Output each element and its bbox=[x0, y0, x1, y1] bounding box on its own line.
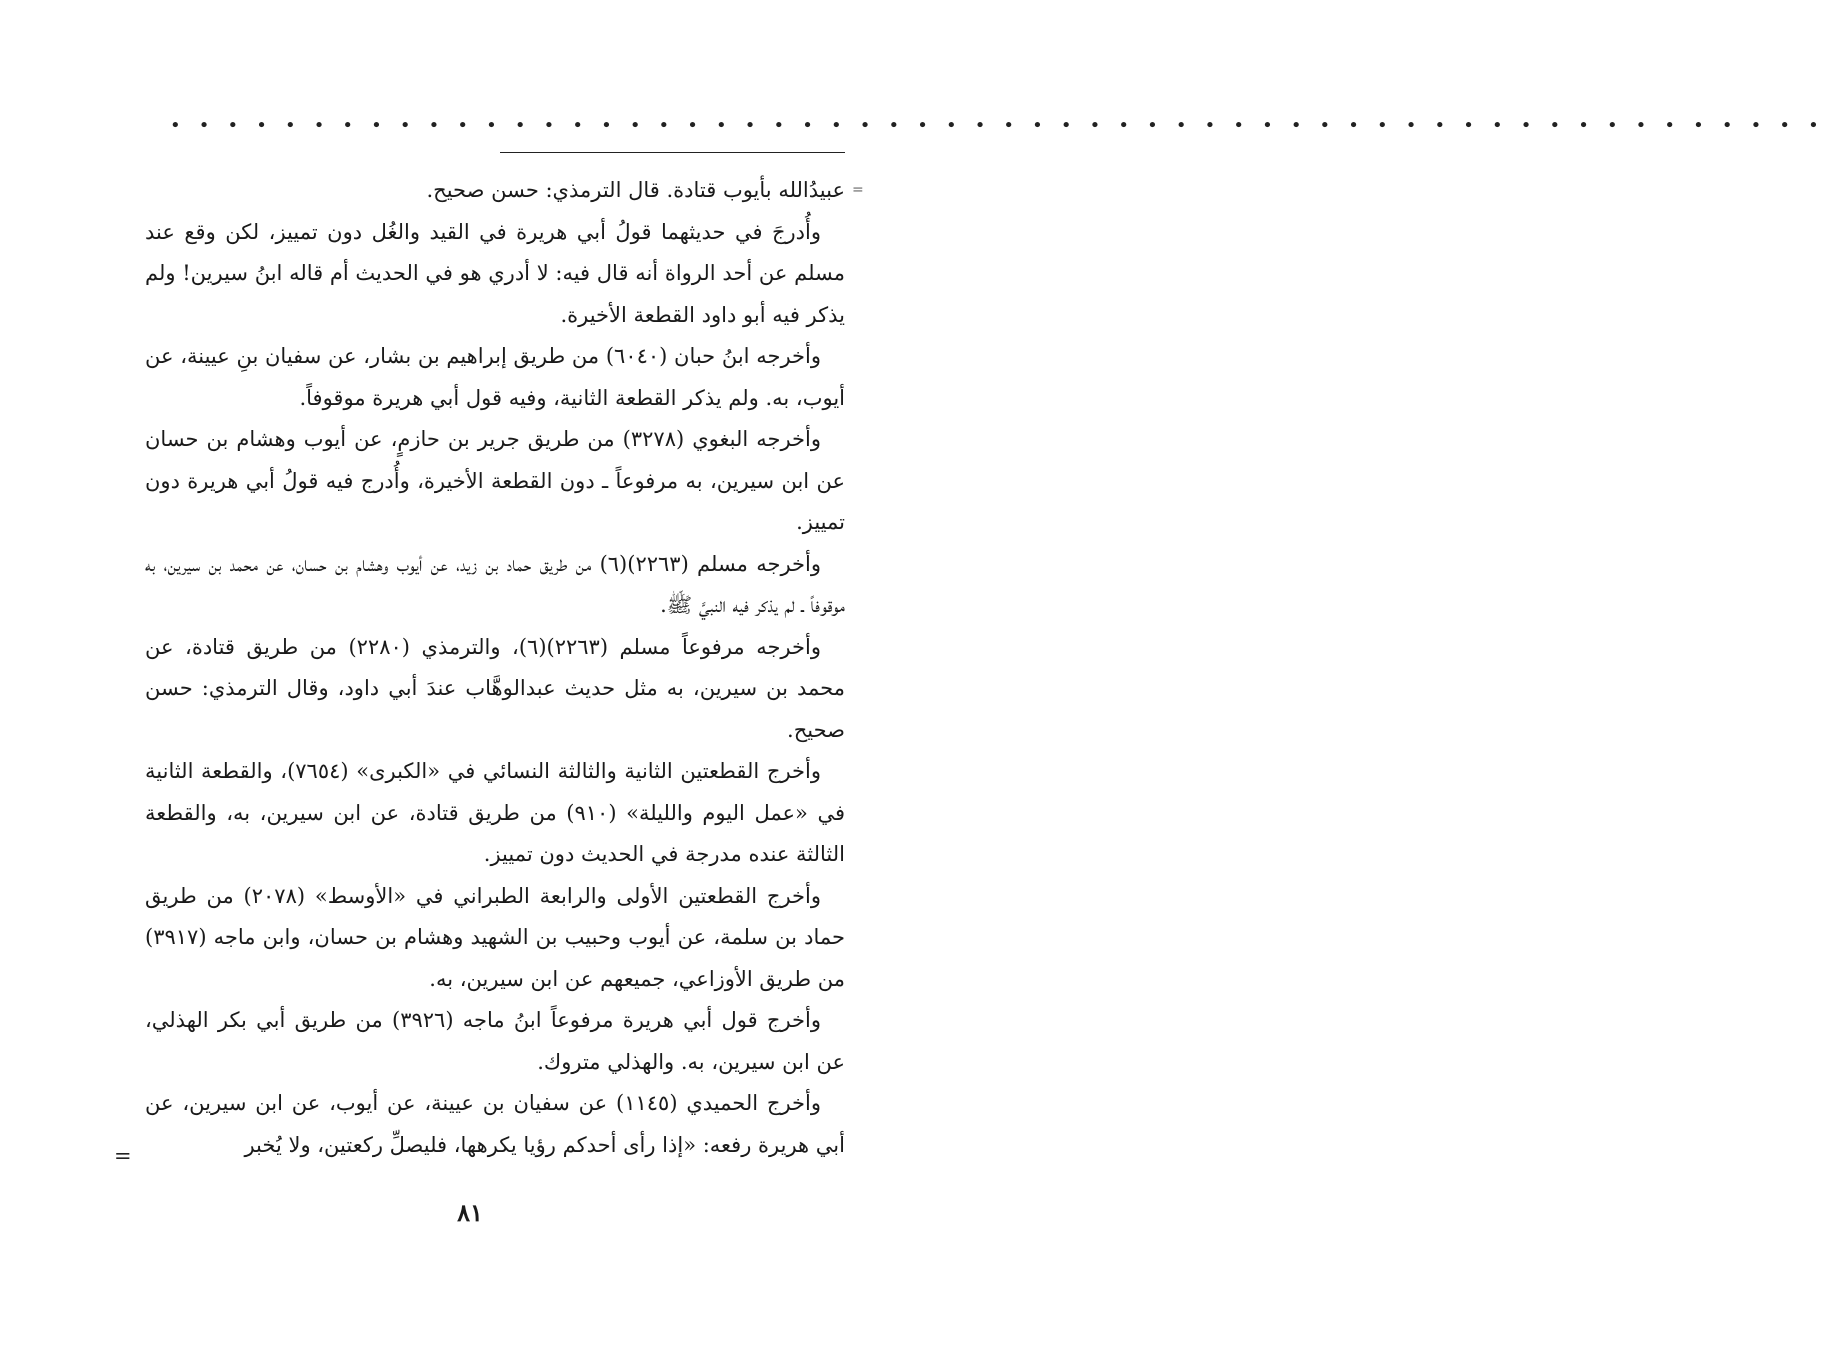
footnote-rule bbox=[500, 152, 845, 153]
paragraph-1: عبيدُالله بأيوب قتادة. قال الترمذي: حسن صحيح. bbox=[426, 178, 845, 202]
paragraph-7: وأخرج القطعتين الثانية والثالثة النسائي في «الكبرى» (٧٦٥٤)، والقطعة الثانية في «عمل اليوم والليلة» (٩١٠) من طريق قتادة، عن ابن سيرين، به، والقطعة الثالثة عنده مدرجة في الحديث دون تمييز. bbox=[145, 759, 845, 866]
page-number: ٨١ bbox=[457, 1198, 483, 1227]
paragraph-8: وأخرج القطعتين الأولى والرابعة الطبراني في «الأوسط» (٢٠٧٨) من طريق حماد بن سلمة، عن أيوب وحبيب بن الشهيد وهشام بن حسان، وابن ماجه (٣٩١٧) من طريق الأوزاعي، جميعهم عن ابن سيرين، به. bbox=[145, 883, 845, 991]
paragraph-4: وأخرجه البغوي (٣٢٧٨) من طريق جرير بن حازمٍ، عن أيوب وهشام بن حسان عن ابن سيرين، به مرفوعاً ـ دون القطعة الأخيرة، وأُدرج فيه قولُ أبي هريرة دون تمييز. bbox=[145, 427, 845, 534]
paragraph-2: وأُدرجَ في حديثهما قولُ أبي هريرة في القيد والغُل دون تمييز، لكن وقع عند مسلم عن أحد الرواة أنه قال فيه: لا أدري هو في الحديث أم قاله ابنُ سيرين! ولم يذكر فيه أبو داود القطعة الأخيرة. bbox=[145, 219, 845, 327]
separator-dots: • • • • • • • • • • • • • • • • • • • • • • • • • • • • • • • • • • • • • • • • • • • • • • • • • • • • • • • • • • bbox=[170, 115, 1825, 136]
continuation-mark-bottom: = bbox=[114, 1144, 132, 1168]
paragraph-3: وأخرجه ابنُ حبان (٦٠٤٠) من طريق إبراهيم بن بشار، عن سفيان بنِ عيينة، عن أيوب، به. ولم يذكر القطعة الثانية، وفيه قول أبي هريرة موقوفاً. bbox=[145, 344, 845, 410]
paragraph-10: وأخرج الحميدي (١١٤٥) عن سفيان بن عيينة، عن أيوب، عن ابن سيرين، عن أبي هريرة رفعه: «إذا رأى أحدكم رؤيا يكرهها، فليصلِّ ركعتين، ولا يُخبر bbox=[145, 1091, 845, 1157]
paragraph-6: وأخرجه مرفوعاً مسلم (٢٢٦٣)(٦)، والترمذي (٢٢٨٠) من طريق قتادة، عن محمد بن سيرين، به مثل حديث عبدالوهَّاب عندَ أبي داود، وقال الترمذي: حسن صحيح. bbox=[145, 634, 845, 742]
continuation-mark-top: = bbox=[852, 182, 864, 198]
paragraph-9: وأخرج قول أبي هريرة مرفوعاً ابنُ ماجه (٣٩٢٦) من طريق أبي بكر الهذلي، عن ابن سيرين، به. والهذلي متروك. bbox=[145, 1008, 845, 1074]
footnote-text bbox=[145, 170, 845, 1166]
paragraph-5: وأخرجه مسلم (٢٢٦٣)(٦) من طريق حماد بن زيد، عن أيوب وهشام بن حسان، عن محمد بن سيرين، به موقوفاً ـ لم يذكر فيه النبيَّ ﷺ. bbox=[145, 551, 845, 617]
